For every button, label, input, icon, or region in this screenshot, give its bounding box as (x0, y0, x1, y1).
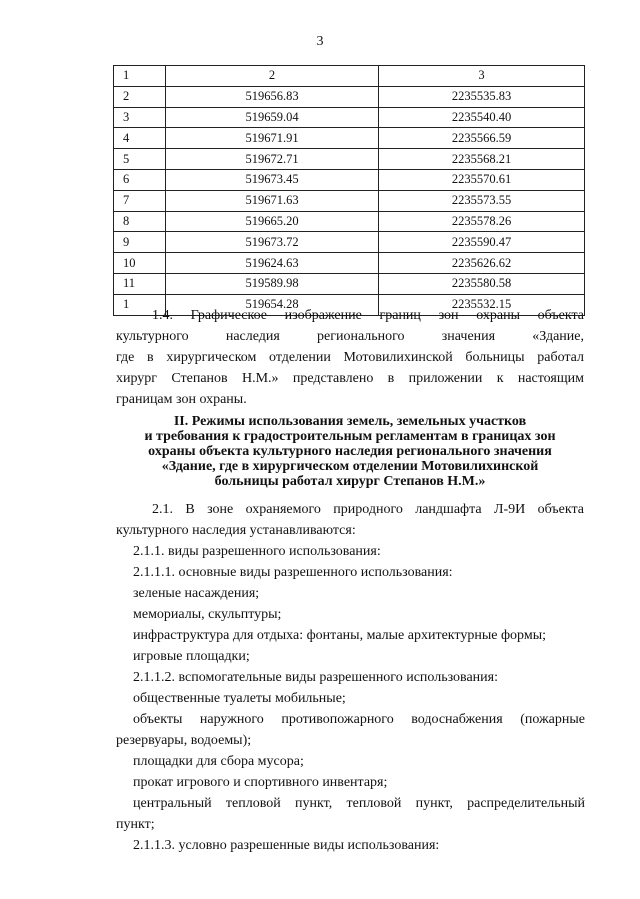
table-header-cell: 2 (166, 66, 379, 87)
table-row (114, 107, 585, 128)
table-cell: 519673.72 (166, 232, 379, 253)
paragraph-2-1-line: культурного наследия устанавливаются: (116, 523, 356, 538)
main-use-item: зеленые насаждения; (133, 586, 260, 601)
table-cell: 2235573.55 (379, 190, 585, 211)
table-cell: 2235566.59 (379, 128, 585, 149)
table-cell: 2235532.15 (379, 294, 585, 315)
page-number: 3 (316, 34, 324, 49)
table-cell: 2235540.40 (379, 107, 585, 128)
section-heading-line: и требования к градостроительным регламентам в границах зон (144, 429, 556, 444)
aux-use-item-continuation: резервуары, водоемы); (116, 733, 252, 748)
aux-use-item: центральный тепловой пункт, тепловой пункт, распределительный (133, 796, 585, 811)
paragraph-1-4-line: хирург Степанов Н.М.» представлено в приложении к настоящим (116, 371, 584, 386)
table-cell: 2235590.47 (379, 232, 585, 253)
table-cell: 10 (114, 253, 166, 274)
paragraph-2-1-1-1: 2.1.1.1. основные виды разрешенного использования: (133, 565, 453, 580)
main-use-item: инфраструктура для отдыха: фонтаны, малые архитектурные формы; (133, 628, 546, 643)
table-cell: 2235535.83 (379, 86, 585, 107)
table-cell: 2235570.61 (379, 169, 585, 190)
table-row (114, 211, 585, 232)
table-row (114, 273, 585, 294)
table-cell: 2235578.26 (379, 211, 585, 232)
table-header-cell: 1 (114, 66, 166, 87)
paragraph-1-4-line: границам зон охраны. (116, 392, 247, 407)
aux-use-item: площадки для сбора мусора; (133, 754, 304, 769)
table-cell: 519624.63 (166, 253, 379, 274)
table-row (114, 253, 585, 274)
table-cell: 519671.63 (166, 190, 379, 211)
table-cell: 519656.83 (166, 86, 379, 107)
table-cell: 9 (114, 232, 166, 253)
table-cell: 8 (114, 211, 166, 232)
main-use-item: игровые площадки; (133, 649, 250, 664)
table-cell: 2235568.21 (379, 149, 585, 170)
aux-use-item: общественные туалеты мобильные; (133, 691, 346, 706)
aux-use-item-continuation: пункт; (116, 817, 155, 832)
table-cell: 519672.71 (166, 149, 379, 170)
paragraph-1-4-line: культурного наследия регионального значения «Здание, (116, 329, 584, 344)
paragraph-2-1-1: 2.1.1. виды разрешенного использования: (133, 544, 381, 559)
table-cell: 6 (114, 169, 166, 190)
table-cell: 519673.45 (166, 169, 379, 190)
table-cell: 2 (114, 86, 166, 107)
table-row (114, 149, 585, 170)
table-header-row (114, 66, 585, 87)
table-cell: 519665.20 (166, 211, 379, 232)
table-cell: 519671.91 (166, 128, 379, 149)
table-cell: 7 (114, 190, 166, 211)
paragraph-2-1-line: 2.1. В зоне охраняемого природного ландшафта Л-9И объекта (152, 502, 584, 517)
table-header-cell: 3 (379, 66, 585, 87)
table-cell: 11 (114, 273, 166, 294)
aux-use-item: прокат игрового и спортивного инвентаря; (133, 775, 388, 790)
table-row (114, 190, 585, 211)
coordinates-table (113, 65, 585, 316)
paragraph-1-4-line: где в хирургическом отделении Мотовилихинской больницы работал (116, 350, 584, 365)
table-row (114, 86, 585, 107)
paragraph-2-1-1-3: 2.1.1.3. условно разрешенные виды использования: (133, 838, 440, 853)
table-cell: 5 (114, 149, 166, 170)
paragraph-1-4-line: 1.4. Графическое изображение границ зон охраны объекта (152, 308, 584, 323)
table-cell: 2235626.62 (379, 253, 585, 274)
table-cell: 4 (114, 128, 166, 149)
aux-use-item: объекты наружного противопожарного водоснабжения (пожарные (133, 712, 585, 727)
table-cell: 519589.98 (166, 273, 379, 294)
table-cell: 519659.04 (166, 107, 379, 128)
main-use-item: мемориалы, скульптуры; (133, 607, 282, 622)
table-cell: 2235580.58 (379, 273, 585, 294)
paragraph-2-1-1-2: 2.1.1.2. вспомогательные виды разрешенного использования: (133, 670, 498, 685)
table-cell: 1 (114, 294, 166, 315)
section-heading-line: «Здание, где в хирургическом отделении Мотовилихинской (161, 459, 539, 474)
section-heading-line: II. Режимы использования земель, земельных участков (173, 414, 527, 429)
table-cell: 3 (114, 107, 166, 128)
section-heading-line: больницы работал хирург Степанов Н.М.» (214, 474, 486, 489)
table-cell: 519654.28 (166, 294, 379, 315)
table-row (114, 169, 585, 190)
section-heading-line: охраны объекта культурного наследия регионального значения (148, 444, 552, 459)
table-row (114, 232, 585, 253)
table-row (114, 128, 585, 149)
